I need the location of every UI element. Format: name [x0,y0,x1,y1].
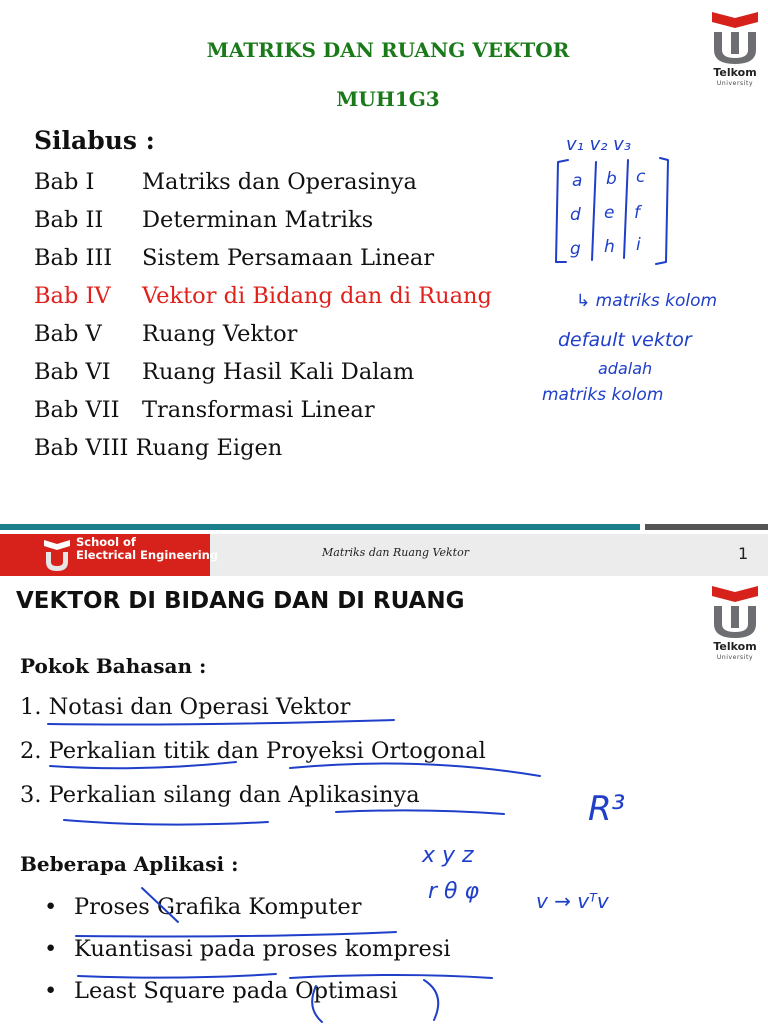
hw-underline [336,810,504,814]
hw-underline [48,720,394,725]
school-line-2: Electrical Engineering [76,548,219,562]
chapter-bab: Bab VI [34,359,111,385]
hw-left-bracket [556,160,568,262]
chapter-title: Sistem Persamaan Linear [142,245,435,271]
hw-entry: b [606,169,617,189]
chapter-bab: Bab V [34,321,102,347]
logo-sub: University [716,654,754,661]
logo-word: Telkom [713,66,757,79]
chapter-title: Ruang Hasil Kali Dalam [142,359,415,385]
hw-note-adalah: adalah [598,359,653,378]
hw-transpose: v → vᵀv [536,889,609,913]
chapter-bab: Bab I [34,169,95,195]
hw-underline [78,974,276,978]
hw-circle-left [312,986,322,1022]
footer-page-number: 1 [738,544,749,563]
course-title: MATRIKS DAN RUANG VEKTOR [206,38,570,62]
hw-slash [142,888,178,922]
hw-underline [290,975,492,978]
school-logo-icon [42,538,72,572]
hw-underline [76,932,396,937]
hw-divider-2 [624,160,628,258]
pokok-bahasan-heading: Pokok Bahasan : [20,654,207,678]
hw-circle-right [424,980,438,1020]
chapter-bab: Bab II [34,207,104,233]
silabus-heading: Silabus : [34,126,155,155]
hw-right-bracket [656,158,668,264]
bullet: • [44,894,58,920]
bullet: • [44,936,58,962]
slide-title: VEKTOR DI BIDANG DAN DI RUANG [16,588,465,614]
topic-item: 2. Perkalian titik dan Proyeksi Ortogonal [20,738,486,764]
hw-entry: h [604,237,615,257]
hw-divider-1 [592,162,596,260]
logo-word: Telkom [713,640,757,653]
footer-course-name: Matriks dan Ruang Vektor [322,546,469,559]
application-text: Least Square pada Optimasi [74,978,398,1004]
hw-entry: i [636,235,641,255]
hw-r3: R³ [588,789,626,829]
application-text: Kuantisasi pada proses kompresi [74,936,451,962]
chapter-title: Vektor di Bidang dan di Ruang [142,283,492,309]
hw-underline [50,762,236,768]
hw-entry: c [636,167,646,187]
footer-accent [0,524,640,530]
chapter-title: Determinan Matriks [142,207,374,233]
hw-column-vectors: v₁ v₂ v₃ [566,134,632,155]
hw-note-matriks-kolom-2: matriks kolom [542,385,664,405]
hw-underline [290,764,540,777]
chapter-title: Ruang Vektor [142,321,298,347]
handwriting-annotations [0,576,768,1024]
chapter-title: Matriks dan Operasinya [142,169,417,195]
hw-entry: f [634,203,640,223]
hw-note-matriks-kolom: ↳ matriks kolom [576,291,718,311]
hw-entry: a [572,171,583,191]
chapter-bab: Bab IV [34,283,111,309]
hw-entry: e [604,203,615,223]
hw-note-default-vektor: default vektor [558,329,692,351]
chapter-bab: Bab III [34,245,113,271]
hw-underline [64,820,268,825]
hw-entry: d [570,205,581,225]
chapter-title: Transformasi Linear [142,397,375,423]
school-line-1: School of [76,535,136,549]
footer-school-name [76,536,218,562]
hw-xyz: x y z [422,843,474,868]
chapter-title: Ruang Eigen [135,435,283,461]
footer-accent-gray [645,524,768,530]
course-code: MUH1G3 [336,87,440,111]
slide-2 [0,576,768,1024]
chapter-bab: Bab VII [34,397,120,423]
application-text: Proses Grafika Komputer [74,894,362,920]
slide-footer [0,524,768,576]
hw-r-theta-phi: r θ φ [428,879,480,904]
hw-entry: g [570,239,581,259]
topic-item: 3. Perkalian silang dan Aplikasinya [20,782,420,808]
bullet: • [44,978,58,1004]
topic-item: 1. Notasi dan Operasi Vektor [20,694,351,720]
logo-sub: University [716,80,754,87]
chapter-bab: Bab VIII [34,435,129,461]
aplikasi-heading: Beberapa Aplikasi : [20,852,239,876]
